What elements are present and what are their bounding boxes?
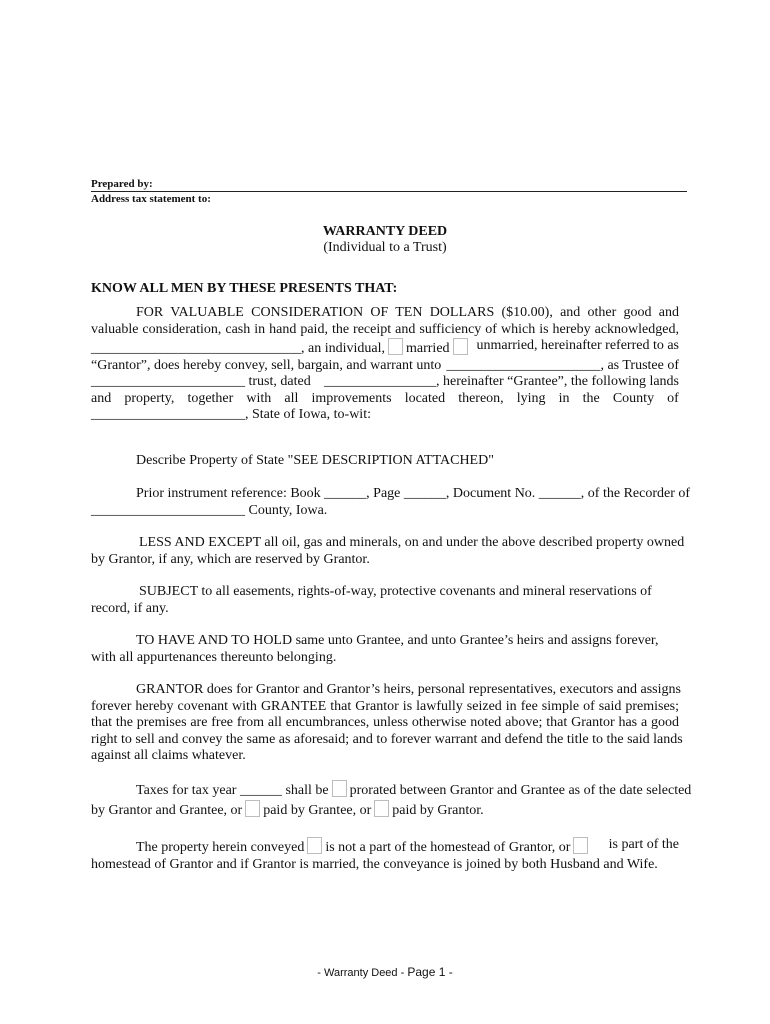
document-subtitle: (Individual to a Trust) xyxy=(323,240,447,255)
p1-word: in xyxy=(558,390,570,406)
habendum-paragraph xyxy=(91,633,679,666)
subject-paragraph xyxy=(91,584,679,617)
prior-line-2: ______________________ County, Iowa. xyxy=(91,502,328,518)
homestead-paragraph xyxy=(91,837,679,873)
p1-word: and xyxy=(91,390,112,406)
p1-line-1 xyxy=(91,305,679,322)
grantor-line-4: right to sell and convey the same as aforesaid; and to forever warrant and defend the title to the said lands xyxy=(91,731,683,747)
trust-dated-text: ______________________ trust, dated xyxy=(91,374,311,389)
paid-by-grantor-text: paid by Grantor. xyxy=(392,802,484,818)
prepared-by-label: Prepared by: xyxy=(91,178,153,190)
convey-text: “Grantor”, does hereby convey, sell, bargain, and warrant unto xyxy=(91,357,442,373)
p1-word: property, xyxy=(124,390,175,406)
paid-by-grantee-text: paid by Grantee, or xyxy=(263,802,372,818)
address-tax-label: Address tax statement to: xyxy=(91,193,211,205)
section-heading: KNOW ALL MEN BY THESE PRESENTS THAT: xyxy=(91,281,398,296)
grantee-text: ________________, hereinafter “Grantee”, the following lands xyxy=(324,374,679,389)
not-homestead-text: is not a part of the homestead of Grantor, or xyxy=(325,840,571,855)
p1-word: together xyxy=(187,390,234,406)
p1-word: all xyxy=(284,390,299,406)
is-homestead-text: is part of the xyxy=(608,837,679,852)
subject-line-1: SUBJECT to all easements, rights-of-way, protective covenants and mineral reservations of xyxy=(139,584,652,599)
p1-line-4 xyxy=(91,358,679,375)
grantor-line-1: GRANTOR does for Grantor and Grantor’s heirs, personal representatives, executors and assigns xyxy=(136,682,681,697)
prorated-checkbox[interactable] xyxy=(332,780,347,797)
p1-word: thereon, xyxy=(458,390,504,406)
homestead-line-2: homestead of Grantor and if Grantor is married, the conveyance is joined by both Husband and Wife. xyxy=(91,856,658,872)
p1-word: with xyxy=(246,390,272,406)
prior-line-1: Prior instrument reference: Book ______, Page ______, Document No. ______, of the Recorder of xyxy=(136,486,691,501)
p1-word: County xyxy=(612,390,655,406)
page-footer xyxy=(0,965,770,979)
grantor-name-blank: ______________________________, an individual, xyxy=(91,341,385,356)
grantor-line-3: that the premises are free from all encumbrances, unless otherwise noted above; that Grantor has a good xyxy=(91,715,679,730)
p1-line-5 xyxy=(91,374,679,391)
married-checkbox[interactable] xyxy=(388,338,403,355)
prior-instrument-paragraph xyxy=(91,486,691,519)
preparation-block xyxy=(91,177,687,206)
grantor-line-2: forever hereby covenant with GRANTEE that Grantor is lawfully seized in fee simple of said premises; xyxy=(91,698,679,714)
is-homestead-checkbox[interactable] xyxy=(573,837,588,854)
unmarried-checkbox[interactable] xyxy=(453,338,468,355)
habendum-line-2: with all appurtenances thereunto belonging. xyxy=(91,649,337,665)
p1-word: located xyxy=(404,390,446,406)
property-conveyed-text: The property herein conveyed xyxy=(136,840,305,855)
taxes-paragraph xyxy=(91,780,692,819)
taxes-line-2 xyxy=(91,800,679,820)
prorated-text: prorated between Grantor and Grantee as of the date selected xyxy=(349,783,692,798)
unmarried-label: unmarried, hereinafter referred to as xyxy=(476,338,679,353)
less-except-paragraph xyxy=(91,535,685,568)
p1-line-3 xyxy=(91,338,679,358)
homestead-line-1 xyxy=(91,837,679,857)
less-line-2: by Grantor, if any, which are reserved by Grantor. xyxy=(91,551,370,567)
habendum-line-1: TO HAVE AND TO HOLD same unto Grantee, and unto Grantee’s heirs and assigns forever, xyxy=(136,633,659,648)
describe-property: Describe Property of State "SEE DESCRIPTION ATTACHED" xyxy=(136,453,494,468)
p1-line-7: ______________________, State of Iowa, to-wit: xyxy=(91,407,371,422)
page-number: Page 1 - xyxy=(407,965,453,979)
by-grantor-grantee-text: by Grantor and Grantee, or xyxy=(91,802,243,818)
paid-by-grantor-checkbox[interactable] xyxy=(374,800,389,817)
subject-line-2: record, if any. xyxy=(91,600,169,616)
footer-label: - Warranty Deed - xyxy=(317,967,405,979)
p1-word: of xyxy=(667,390,679,406)
address-tax-line xyxy=(91,192,687,206)
p1-line-2: valuable consideration, cash in hand paid, the receipt and sufficiency of which is hereby acknowledged, xyxy=(91,321,679,337)
trustee-blank: ______________________, as Trustee of xyxy=(446,357,679,373)
grantor-line-5: against all claims whatever. xyxy=(91,748,246,763)
married-label: married xyxy=(406,341,450,356)
p1-word: the xyxy=(582,390,600,406)
taxes-year-text: Taxes for tax year ______ shall be xyxy=(136,783,329,798)
consideration-paragraph xyxy=(91,305,679,424)
not-homestead-checkbox[interactable] xyxy=(307,837,322,854)
p1-line-6 xyxy=(91,391,679,408)
taxes-line-1 xyxy=(91,780,692,800)
grantor-covenant-paragraph xyxy=(91,682,683,765)
p1-word: lying xyxy=(516,390,546,406)
p1-line-1-text: FOR VALUABLE CONSIDERATION OF TEN DOLLARS ($10.00), and other good and xyxy=(136,305,679,320)
less-line-1: LESS AND EXCEPT all oil, gas and minerals, on and under the above described property owned xyxy=(139,535,685,550)
paid-by-grantee-checkbox[interactable] xyxy=(245,800,260,817)
prepared-by-line xyxy=(91,177,687,192)
p1-word: improvements xyxy=(311,390,392,406)
document-title: WARRANTY DEED xyxy=(322,224,448,239)
